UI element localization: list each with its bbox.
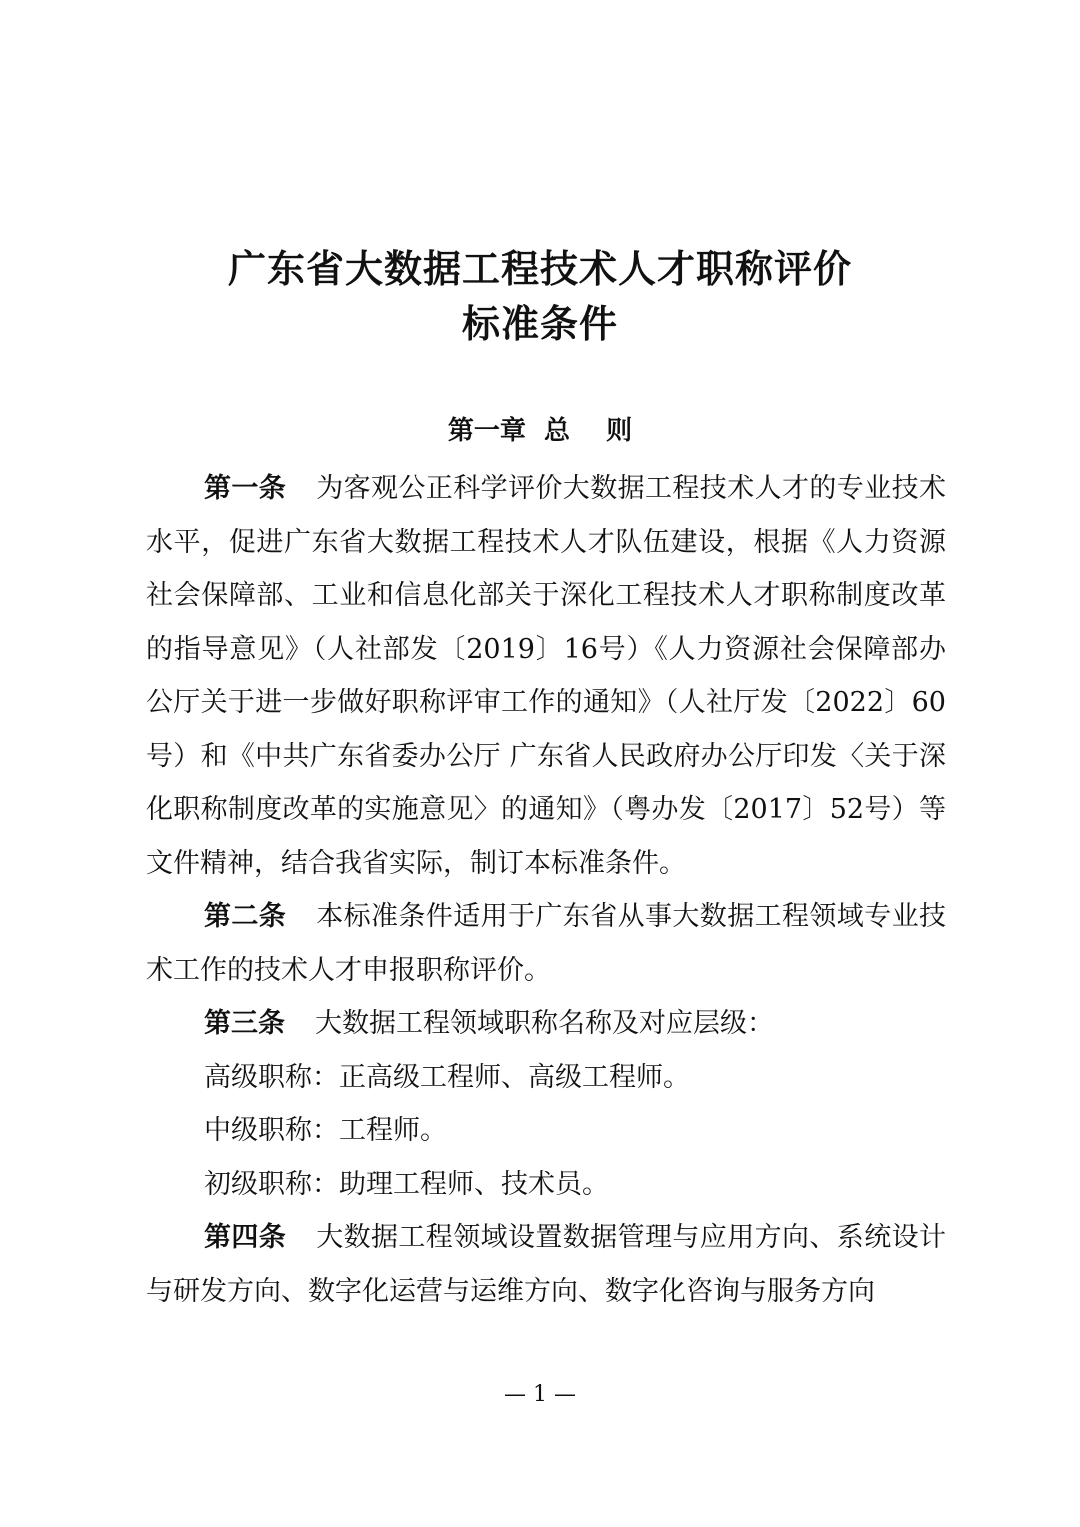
article-label: 第三条 [204,1008,285,1039]
article-text: 本标准条件适用于广东省从事大数据工程领域专业技术工作的技术人才申报职称评价。 [146,901,947,986]
article-label: 第二条 [204,901,287,932]
article-text: 大数据工程领域设置数据管理与应用方向、系统设计与研发方向、数字化运营与运维方向、数字化咨询与服务方向 [146,1222,947,1307]
document-title-line1: 广东省大数据工程技术人才职称评价 [227,247,852,291]
article-4 [146,1211,946,1318]
article-label: 第一条 [204,473,287,504]
level-intermediate: 中级职称：工程师。 [204,1115,447,1146]
document-body [146,462,946,1318]
page-number: — 1 — [504,1382,576,1407]
level-junior: 初级职称：助理工程师、技术员。 [204,1168,609,1200]
chapter-heading: 第一章 总 则 [447,416,633,446]
article-text: 为客观公正科学评价大数据工程技术人才的专业技术水平，促进广东省大数据工程技术人才队伍建设，根据《人力资源社会保障部、工业和信息化部关于深化工程技术人才职称制度改革的指导意见》（人社部发〔2019〕16号）《人力资源社会保障部办公厅关于进一步做好职称评审工作的通知》（人社厅发〔2022〕60号）和《中共广东省委办公厅 广东省人民政府办公厅印发〈关于深化职称制度改革的实施意见〉的通知》（粤办发〔2017〕52号）等文件精神，结合我省实际，制订本标准条件。 [146,473,947,879]
article-2 [146,890,946,997]
article-1 [146,462,946,890]
level-senior: 高级职称：正高级工程师、高级工程师。 [204,1061,690,1093]
article-text: 大数据工程领域职称名称及对应层级： [315,1008,774,1039]
document-title-line2: 标准条件 [461,302,618,346]
article-3 [146,997,946,1051]
article-label: 第四条 [204,1222,287,1253]
